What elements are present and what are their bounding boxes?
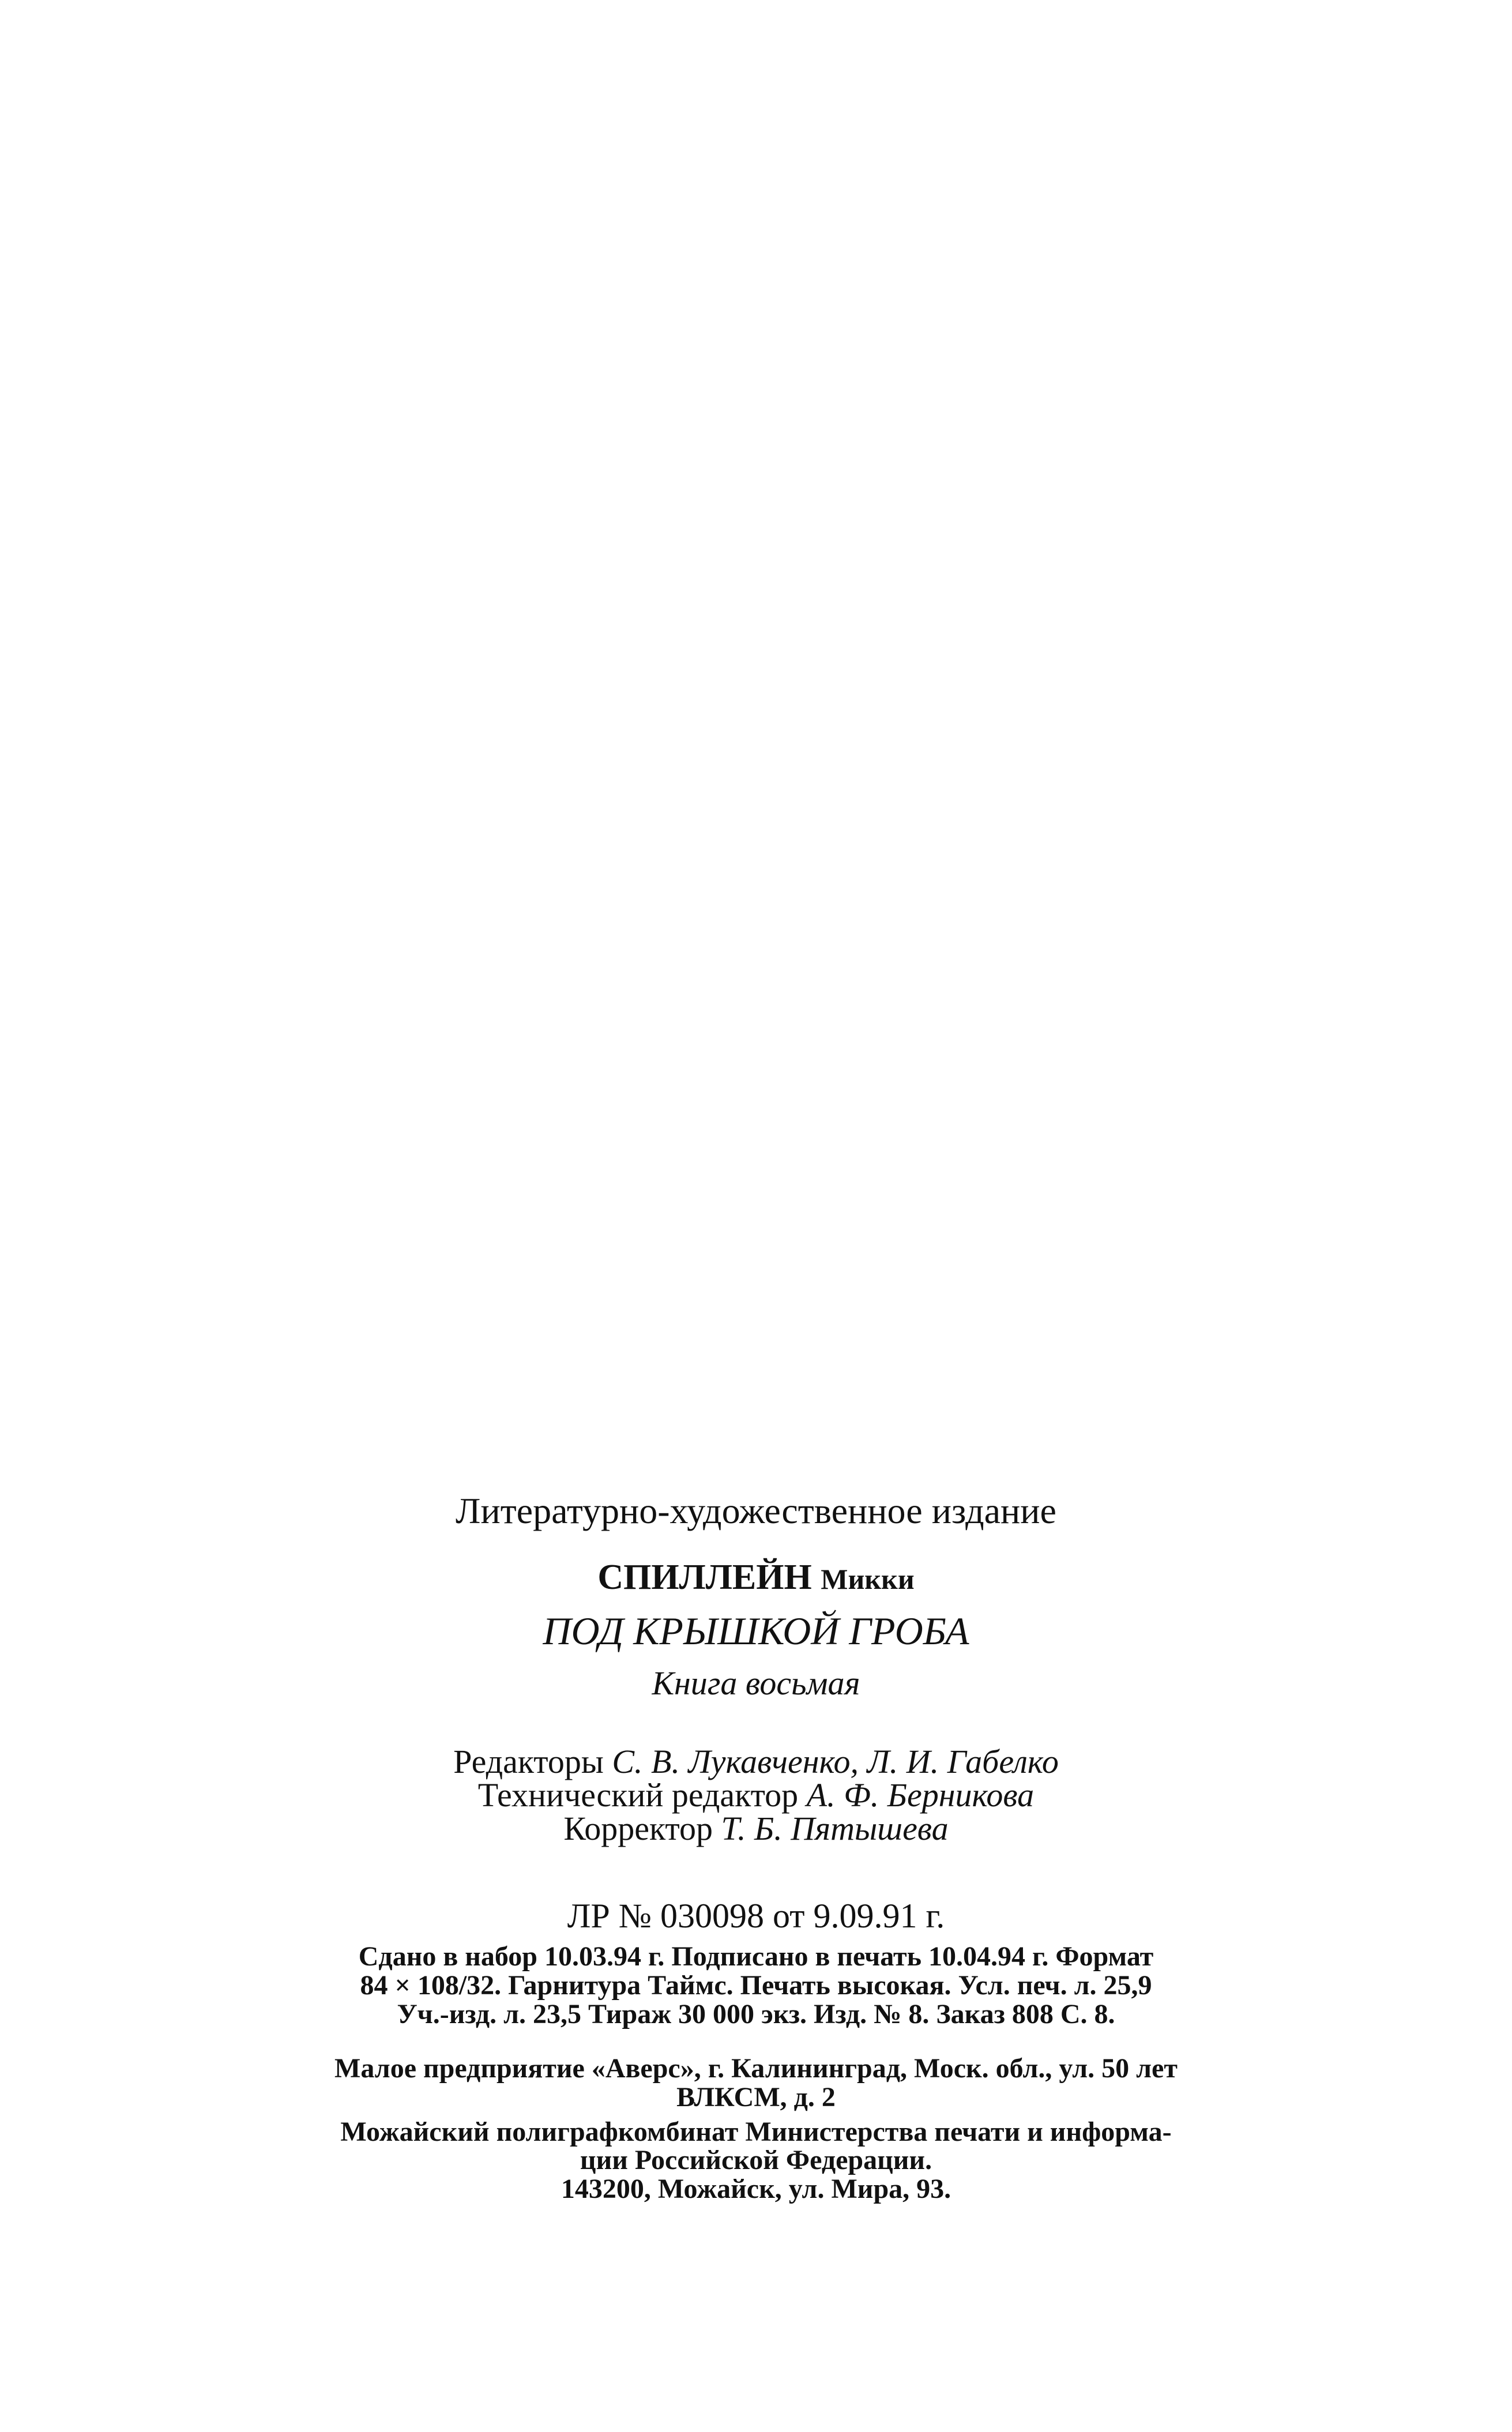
publisher-line: Малое предприятие «Аверс», г. Калининград, Моск. обл., ул. 50 лет bbox=[334, 2053, 1178, 2084]
credits-block bbox=[0, 1745, 1512, 1845]
proofreader-line bbox=[0, 1812, 1512, 1845]
book-number: Книга восьмая bbox=[652, 1664, 860, 1702]
printer-line: 143200, Можайск, ул. Мира, 93. bbox=[561, 2174, 951, 2205]
author-line bbox=[0, 1559, 1512, 1595]
print-details-line: Уч.-изд. л. 23,5 Тираж 30 000 экз. Изд. № 8. Заказ 808 С. 8. bbox=[397, 1998, 1115, 2029]
print-details-block bbox=[0, 1942, 1512, 2029]
editors-line bbox=[0, 1745, 1512, 1779]
print-details-line: Сдано в набор 10.03.94 г. Подписано в печать 10.04.94 г. Формат bbox=[358, 1941, 1154, 1972]
license-line: ЛР № 030098 от 9.09.91 г. bbox=[567, 1897, 945, 1935]
publisher-block bbox=[0, 2054, 1512, 2112]
imprint-page bbox=[0, 1490, 1512, 2205]
editors-names: С. В. Лукавченко, Л. И. Габелко bbox=[612, 1743, 1059, 1780]
printer-line: ции Российской Федерации. bbox=[580, 2145, 932, 2176]
printer-block bbox=[0, 2118, 1512, 2204]
proofreader-name: Т. Б. Пятышева bbox=[721, 1810, 949, 1847]
print-details-line: 84 × 108/32. Гарнитура Таймс. Печать высокая. Усл. печ. л. 25,9 bbox=[360, 1969, 1152, 2001]
genre-line: Литературно-художественное издание bbox=[456, 1490, 1056, 1531]
printer-line: Можайский полиграфкомбинат Министерства печати и информа- bbox=[340, 2116, 1172, 2147]
author-surname: СПИЛЛЕЙН bbox=[597, 1558, 812, 1597]
tech-editor-label: Технический редактор bbox=[477, 1776, 799, 1814]
editors-label: Редакторы bbox=[453, 1743, 604, 1780]
tech-editor-line bbox=[0, 1776, 1512, 1814]
proofreader-label: Корректор bbox=[563, 1810, 713, 1847]
author-given-name: Микки bbox=[821, 1563, 915, 1595]
publisher-line: ВЛКСМ, д. 2 bbox=[676, 2081, 836, 2113]
tech-editor-name: А. Ф. Берникова bbox=[806, 1776, 1035, 1814]
book-title: ПОД КРЫШКОЙ ГРОБА bbox=[543, 1609, 969, 1653]
